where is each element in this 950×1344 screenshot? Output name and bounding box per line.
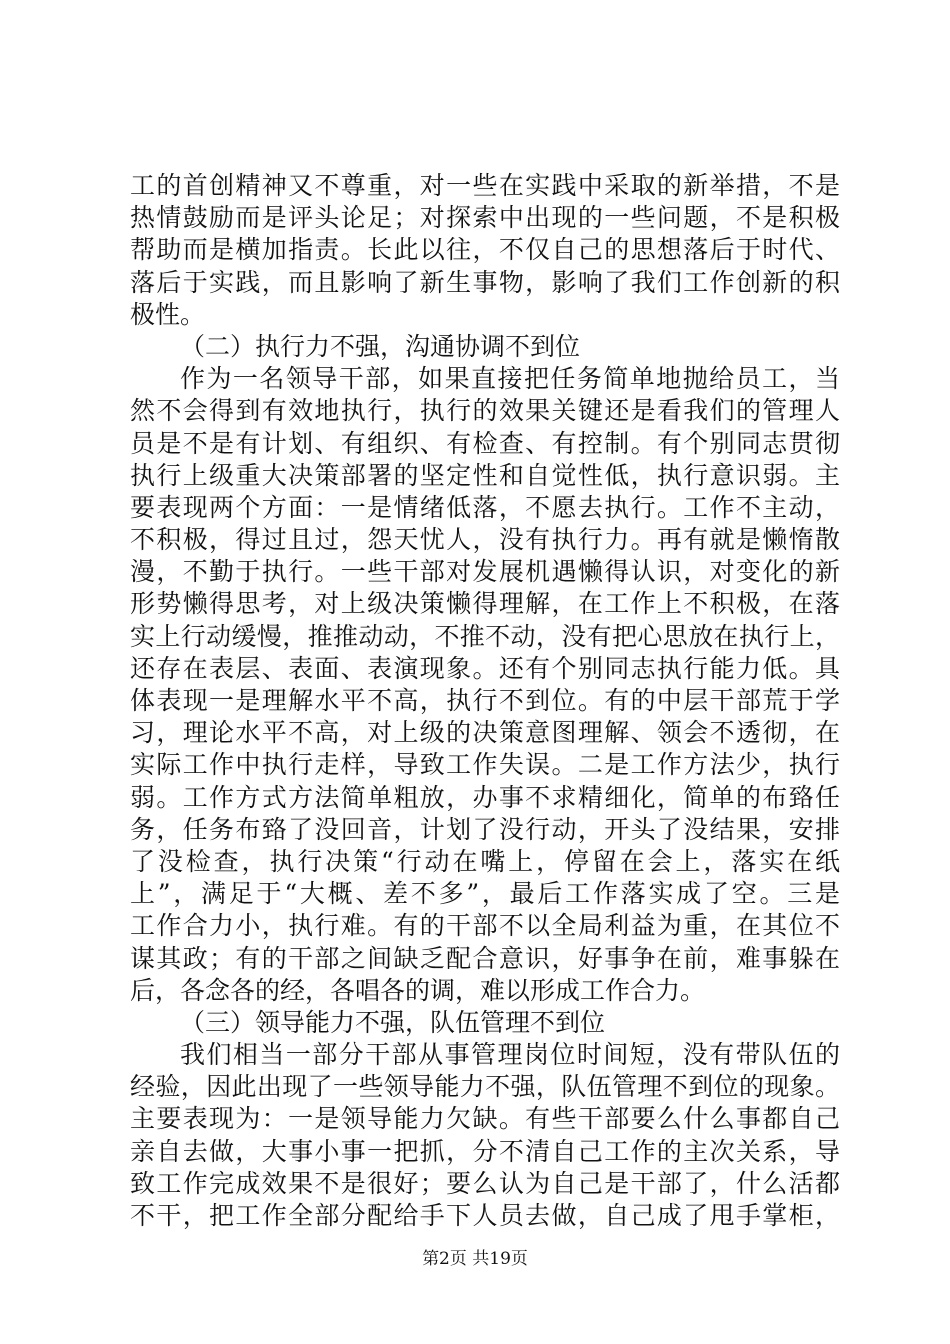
text-line: 致工作完成效果不是很好；要么认为自己是干部了，什么活都 [130,1168,840,1198]
text-line: 经验，因此出现了一些领导能力不强，队伍管理不到位的现象。 [130,1072,840,1102]
text-line: 了没检查，执行决策“行动在嘴上，停留在会上，落实在纸 [130,846,840,876]
text-line: 习，理论水平不高，对上级的决策意图理解、领会不透彻，在 [130,718,840,748]
text-line: 弱。工作方式方法简单粗放，办事不求精细化，简单的布臵任 [130,782,840,812]
text-line: 极性。 [130,299,206,329]
page-footer: 第2页 共19页 [422,1249,528,1269]
text-line: 工作合力小，执行难。有的干部不以全局利益为重，在其位不 [130,911,840,941]
text-line: 还存在表层、表面、表演现象。还有个别同志执行能力低。具 [130,653,840,683]
text-line: 体表现一是理解水平不高，执行不到位。有的中层干部荒于学 [130,686,840,715]
section-heading: （三）领导能力不强，队伍管理不到位 [180,1007,606,1037]
text-line: 工的首创精神又不尊重，对一些在实践中采取的新举措，不是 [130,171,840,200]
document-body [130,170,840,1232]
text-line: 落后于实践，而且影响了新生事物，影响了我们工作创新的积 [130,267,840,297]
text-line: 帮助而是横加指责。长此以往，不仅自己的思想落后于时代、 [130,235,840,265]
text-line: 后，各念各的经，各唱各的调，难以形成工作合力。 [130,975,706,1005]
text-line: 形势懒得思考，对上级决策懒得理解，在工作上不积极，在落 [130,589,840,619]
text-line: 不干，把工作全部分配给手下人员去做，自己成了甩手掌柜， [130,1201,840,1230]
text-line: 谋其政；有的干部之间缺乏配合意识，好事争在前，难事躲在 [130,943,840,973]
text-line: 漫，不勤于执行。一些干部对发展机遇懒得认识，对变化的新 [130,557,840,587]
text-line: 上”，满足于“大概、差不多”，最后工作落实成了空。三是 [130,879,840,909]
text-line: 执行上级重大决策部署的坚定性和自觉性低，执行意识弱。主 [130,460,840,490]
text-line: 亲自去做，大事小事一把抓，分不清自己工作的主次关系，导 [130,1136,840,1166]
text-line: 我们相当一部分干部从事管理岗位时间短，没有带队伍的 [180,1040,840,1070]
text-line: 热情鼓励而是评头论足；对探索中出现的一些问题，不是积极 [130,203,840,233]
text-line: 要表现两个方面：一是情绪低落，不愿去执行。工作不主动， [130,492,840,522]
text-line: 实际工作中执行走样，导致工作失误。二是工作方法少，执行 [130,750,840,780]
text-line: 主要表现为：一是领导能力欠缺。有些干部要么什么事都自己 [130,1104,840,1134]
text-line: 然不会得到有效地执行，执行的效果关键还是看我们的管理人 [130,396,840,426]
section-heading: （二）执行力不强，沟通协调不到位 [180,331,581,361]
text-line: 作为一名领导干部，如果直接把任务简单地抛给员工，当 [180,364,840,394]
text-line: 员是不是有计划、有组织、有检查、有控制。有个别同志贯彻 [130,428,840,458]
text-line: 实上行动缓慢，推推动动，不推不动，没有把心思放在执行上， [130,621,840,651]
text-line: 不积极，得过且过，怨天忧人，没有执行力。再有就是懒惰散 [130,525,840,555]
text-line: 务，任务布臵了没回音，计划了没行动，开头了没结果，安排 [130,814,840,844]
